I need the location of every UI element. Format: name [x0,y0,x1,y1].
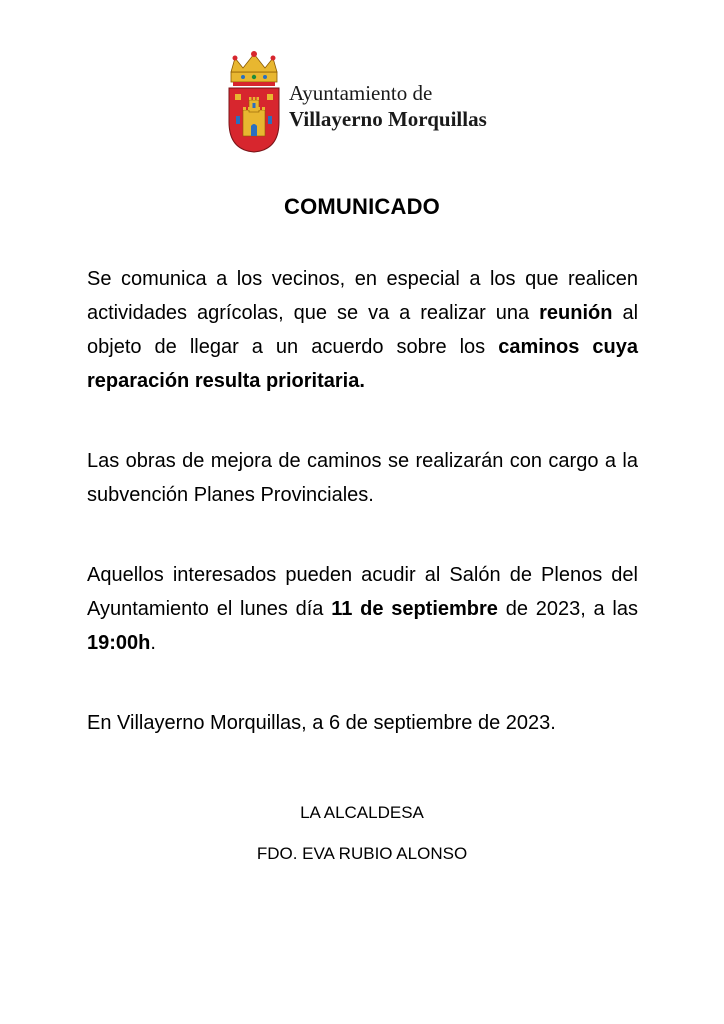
text-run: . [150,632,156,654]
document-title: COMUNICADO [284,194,440,219]
text-run: Aquellos interesados pueden acudir al Salón de Plenos del Ayuntamiento el lunes día [87,564,638,620]
bold-text-run: 11 de septiembre [331,598,498,620]
paragraph-meeting [87,262,638,398]
bold-text-run: caminos cuya reparación resulta prioritaria. [87,336,638,392]
signature-name: FDO. EVA RUBIO ALONSO [256,844,468,863]
paragraph-place-date [87,706,638,740]
text-run: Las obras de mejora de caminos se realizarán con cargo a la subvención Planes Provinciales. [87,450,638,506]
paragraph-works [87,444,638,512]
letterhead [225,50,515,156]
text-run: de 2023, a las [497,598,638,620]
text-run: En Villayerno Morquillas, a 6 de septiembre de 2023. [87,712,556,734]
coat-of-arms-icon [225,50,283,154]
organization-name-line1: Ayuntamiento de [289,81,433,105]
crown-icon [231,51,277,86]
bold-text-run: reunión [539,302,613,324]
organization-name-line2: Villayerno Morquillas [289,107,487,131]
signature-role: LA ALCALDESA [300,803,424,822]
text-run: al objeto de llegar a un acuerdo sobre los [87,302,639,358]
organization-name [289,80,487,132]
paragraph-attendance [87,558,638,660]
text-run: Se comunica a los vecinos, en especial a los que realicen actividades agrícolas, que se va a realizar una [87,268,638,324]
shield-icon [229,88,279,152]
bold-text-run: 19:00h [87,632,151,654]
